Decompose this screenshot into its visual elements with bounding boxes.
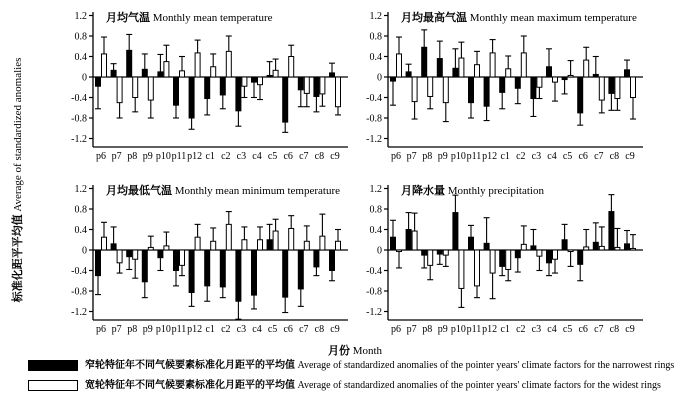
bar-narrowest-c5 [267,240,272,250]
y-tick-label: 0.8 [369,204,382,216]
y-tick-label: -1.2 [366,307,382,318]
x-category-label: c2 [516,324,526,335]
legend-label-en: Average of standardized anomalies of the pointer years' climate factors for the widest rings [297,380,661,391]
y-tick-label: 1.2 [74,184,87,195]
bar-widest-c3 [242,240,247,250]
bar-narrowest-c4 [252,77,257,82]
bar-narrowest-c5 [562,240,567,250]
bar-narrowest-p12 [484,77,489,106]
bar-widest-c4 [258,240,263,250]
y-tick-label: 0 [82,72,87,84]
bar-narrowest-p7 [111,244,116,250]
bar-narrowest-p9 [437,59,442,77]
bar-narrowest-p7 [111,70,116,77]
y-tick-label: -1.2 [366,134,382,145]
x-category-label: c5 [562,324,573,335]
x-category-label: c2 [516,151,526,162]
bar-widest-p11 [180,250,185,265]
bar-narrowest-c7 [298,77,303,90]
bar-narrowest-p10 [453,68,458,77]
x-category-label: p6 [391,324,401,335]
y-axis-label-cn: 标准化距平平均值 [12,214,24,303]
panel-title: 月均最低气温 Monthly mean minimum temperature [106,185,341,197]
y-tick-label: 0 [377,72,382,84]
bar-widest-p9 [148,247,153,250]
legend-swatch-black [28,360,78,371]
bar-widest-c4 [553,250,558,259]
bar-narrowest-c8 [314,77,319,96]
bar-narrowest-p8 [422,250,427,255]
bar-narrowest-p9 [142,69,147,77]
x-category-label: p8 [422,324,433,335]
bar-widest-c4 [258,77,263,85]
bar-narrowest-p6 [391,237,396,250]
bar-narrowest-p6 [96,77,101,86]
bar-widest-c2 [521,53,526,77]
bar-widest-p12 [195,237,200,250]
x-category-label: p12 [187,324,203,335]
x-axis-label-cn: 月份 [327,345,350,357]
bar-widest-c5 [273,231,278,250]
bar-widest-p12 [490,53,495,77]
bar-narrowest-c3 [236,250,241,301]
y-tick-label: 0.8 [74,31,87,43]
bar-widest-c1 [506,250,511,269]
x-category-label: c6 [283,324,293,335]
y-tick-label: -0.8 [71,286,87,298]
y-tick-label: 0.4 [369,225,382,236]
panel-title: 月降水量 Monthly precipitation [401,185,544,197]
bar-widest-c5 [568,75,573,77]
legend-item-widest-rings [28,376,696,396]
panel-monthly-precipitation [345,177,650,349]
bar-narrowest-p11 [174,77,179,105]
bar-narrowest-p8 [127,50,132,77]
panel-chart [50,177,355,349]
bar-widest-c5 [273,70,278,77]
bar-widest-c5 [568,250,573,252]
y-tick-label: 1.2 [369,184,382,195]
x-category-label: c3 [236,324,247,335]
panel-monthly-mean-maximum-temperature [345,4,650,176]
bar-widest-c8 [615,77,620,99]
x-category-label: c7 [594,324,604,335]
y-axis-label-en: Average of standardized anomalies [12,57,24,212]
x-category-label: c9 [625,324,635,335]
x-category-label: c1 [205,324,215,335]
bar-widest-p7 [412,77,417,102]
bar-widest-c7 [599,246,604,250]
y-tick-label: -0.4 [71,93,87,104]
bar-narrowest-c2 [220,77,225,95]
bar-widest-p8 [133,77,138,98]
bar-narrowest-p6 [391,77,396,81]
bar-widest-p6 [102,237,107,250]
bar-narrowest-p7 [406,230,411,251]
bar-narrowest-c6 [283,77,288,122]
bar-widest-p11 [180,71,185,77]
bar-narrowest-c9 [625,244,630,250]
bar-narrowest-c4 [547,250,552,263]
bar-widest-c1 [211,67,216,77]
bar-widest-c8 [320,236,325,250]
bar-narrowest-c8 [609,77,614,93]
x-category-label: c5 [267,324,278,335]
bar-widest-c1 [506,69,511,77]
bar-widest-p8 [428,250,433,265]
bar-narrowest-c7 [298,250,303,289]
legend-swatch-white [28,380,78,391]
bar-widest-c6 [289,57,294,78]
x-category-label: c6 [283,151,293,162]
panel-chart [345,4,650,176]
x-category-label: c7 [594,151,604,162]
x-category-label: p7 [406,324,417,335]
bar-narrowest-p12 [189,250,194,293]
bar-narrowest-p11 [469,77,474,103]
bar-widest-p8 [428,77,433,96]
x-category-label: c8 [609,324,620,335]
bar-widest-p8 [133,250,138,259]
x-category-label: c4 [547,324,557,335]
bar-widest-c3 [537,250,542,256]
bar-narrowest-c1 [205,250,210,286]
x-category-label: c1 [500,324,510,335]
y-tick-label: 0.8 [369,31,382,43]
x-category-label: c4 [252,324,262,335]
bar-widest-c6 [289,228,294,250]
legend [28,356,696,396]
y-tick-label: -0.8 [71,113,87,125]
bar-narrowest-c8 [314,250,319,267]
x-category-label: p10 [155,151,171,162]
bar-widest-p7 [117,77,122,103]
x-category-label: p10 [155,324,171,335]
bar-narrowest-p11 [174,250,179,271]
bar-widest-c9 [631,248,636,250]
y-tick-label: 1.2 [369,11,382,22]
panel-title: 月均气温 Monthly mean temperature [106,12,273,24]
bar-narrowest-p9 [142,250,147,282]
y-tick-label: -1.2 [71,134,87,145]
x-category-label: c7 [299,151,309,162]
bar-narrowest-p8 [422,47,427,77]
bar-narrowest-c9 [330,250,335,271]
bar-narrowest-p12 [484,243,489,250]
bar-widest-c6 [584,247,589,250]
y-tick-label: 0.8 [74,204,87,216]
bar-widest-p12 [195,53,200,77]
bar-widest-p6 [397,250,402,252]
bar-narrowest-c5 [562,77,567,80]
bar-widest-p10 [459,250,464,288]
bar-narrowest-c1 [500,77,505,92]
x-category-label: p9 [142,324,153,335]
bar-narrowest-p11 [469,237,474,250]
bar-widest-p9 [443,77,448,103]
x-category-label: c7 [299,324,309,335]
bar-widest-p10 [164,62,169,77]
bar-narrowest-c3 [531,77,536,99]
x-category-label: p11 [171,151,187,162]
y-tick-label: -0.4 [366,266,382,277]
x-category-label: c8 [609,151,620,162]
x-category-label: c2 [221,324,231,335]
bar-widest-p9 [443,250,448,255]
bar-narrowest-p6 [96,250,101,276]
x-category-label: c8 [314,324,325,335]
x-category-label: p7 [406,151,417,162]
bar-narrowest-p8 [127,250,132,257]
x-category-label: c3 [531,151,542,162]
bar-narrowest-c1 [205,77,210,99]
legend-item-narrowest-rings [28,356,696,376]
x-category-label: p12 [482,151,498,162]
x-category-label: p7 [111,151,122,162]
x-category-label: p6 [96,151,106,162]
y-tick-label: 0 [82,245,87,257]
legend-label-cn: 宽轮特征年不同气候要素标准化月距平的平均值 [85,380,295,391]
bar-narrowest-c2 [515,77,520,88]
panel-chart [50,4,355,176]
y-tick-label: -0.8 [366,286,382,298]
x-category-label: c5 [267,151,278,162]
x-category-label: c4 [547,151,557,162]
x-category-label: c5 [562,151,573,162]
panel-title: 月均最高气温 Monthly mean maximum temperature [401,12,637,24]
bar-narrowest-p12 [189,77,194,118]
x-category-label: p9 [437,324,448,335]
bar-narrowest-c4 [252,250,257,295]
x-category-label: c9 [625,151,635,162]
x-category-label: p12 [482,324,498,335]
bar-widest-c2 [226,224,231,250]
x-category-label: c2 [221,151,231,162]
x-category-label: p9 [142,151,153,162]
bar-widest-c2 [226,51,231,77]
bar-widest-p11 [475,250,480,286]
x-category-label: c8 [314,151,325,162]
y-tick-label: -0.8 [366,113,382,125]
x-category-label: p11 [466,324,482,335]
bar-narrowest-p10 [158,72,163,77]
y-tick-label: -0.4 [71,266,87,277]
bar-narrowest-c4 [547,67,552,77]
x-category-label: p8 [127,151,138,162]
bar-widest-c9 [631,77,636,98]
x-axis-label-en: Month [352,345,383,357]
bar-widest-p7 [117,250,122,263]
x-category-label: c1 [500,151,510,162]
x-category-label: c9 [330,324,340,335]
bar-narrowest-c3 [236,77,241,111]
legend-label-cn: 窄轮特征年不同气候要素标准化月距平的平均值 [85,360,295,371]
bar-widest-c3 [537,77,542,87]
bar-widest-p10 [459,58,464,77]
bar-widest-p6 [102,54,107,77]
y-tick-label: 0.4 [74,52,87,63]
bar-widest-c2 [521,244,526,250]
bar-widest-c8 [615,247,620,250]
bar-widest-p12 [490,250,495,273]
bar-narrowest-c7 [593,74,598,77]
bar-narrowest-p10 [158,250,163,258]
x-category-label: p7 [111,324,122,335]
bar-narrowest-c6 [283,250,288,297]
bar-narrowest-c9 [330,73,335,77]
x-category-label: p8 [422,151,433,162]
x-category-label: p11 [171,324,187,335]
bar-widest-p6 [397,54,402,77]
panel-monthly-mean-minimum-temperature [50,177,355,349]
bar-narrowest-c2 [220,250,225,287]
x-category-label: c3 [236,151,247,162]
bar-widest-c9 [336,77,341,107]
bar-widest-c7 [304,241,309,250]
bar-narrowest-c1 [500,250,505,266]
x-category-label: p8 [127,324,138,335]
bar-widest-c6 [584,60,589,77]
bar-widest-c4 [553,77,558,82]
y-tick-label: 0.4 [74,225,87,236]
y-tick-label: 0.4 [369,52,382,63]
x-category-label: c6 [578,151,588,162]
x-category-label: p6 [96,324,106,335]
bar-widest-c8 [320,77,325,94]
x-category-label: c3 [531,324,542,335]
x-category-label: p6 [391,151,401,162]
y-tick-label: -1.2 [71,307,87,318]
bar-narrowest-c7 [593,242,598,250]
bar-widest-p7 [412,231,417,250]
bar-widest-p10 [164,246,169,250]
bar-narrowest-p10 [453,213,458,250]
bar-narrowest-c3 [531,246,536,250]
x-category-label: c1 [205,151,215,162]
bar-widest-c9 [336,241,341,250]
legend-label-en: Average of standardized anomalies of the pointer years' climate factors for the narrowest rings [297,360,675,371]
bar-widest-p11 [475,65,480,77]
bar-widest-c7 [304,77,309,93]
bar-narrowest-c5 [267,75,272,77]
x-category-label: p9 [437,151,448,162]
bar-widest-c7 [599,77,604,100]
x-category-label: p10 [450,324,466,335]
x-category-label: p12 [187,151,203,162]
bar-narrowest-c9 [625,70,630,77]
x-category-label: p11 [466,151,482,162]
bar-narrowest-c6 [578,77,583,113]
x-category-label: p10 [450,151,466,162]
bar-widest-p9 [148,77,153,100]
x-category-label: c9 [330,151,340,162]
bar-widest-c3 [242,77,247,86]
bar-narrowest-p9 [437,250,442,254]
bar-narrowest-p7 [406,72,411,77]
bar-narrowest-c8 [609,212,614,250]
y-axis-label [9,0,25,360]
panel-chart [345,177,650,349]
panel-monthly-mean-temperature [50,4,355,176]
y-tick-label: -0.4 [366,93,382,104]
y-tick-label: 0 [377,245,382,257]
x-category-label: c6 [578,324,588,335]
bar-narrowest-c2 [515,250,520,258]
x-category-label: c4 [252,151,262,162]
bar-widest-c1 [211,241,216,250]
y-tick-label: 1.2 [74,11,87,22]
bar-narrowest-c6 [578,250,583,264]
